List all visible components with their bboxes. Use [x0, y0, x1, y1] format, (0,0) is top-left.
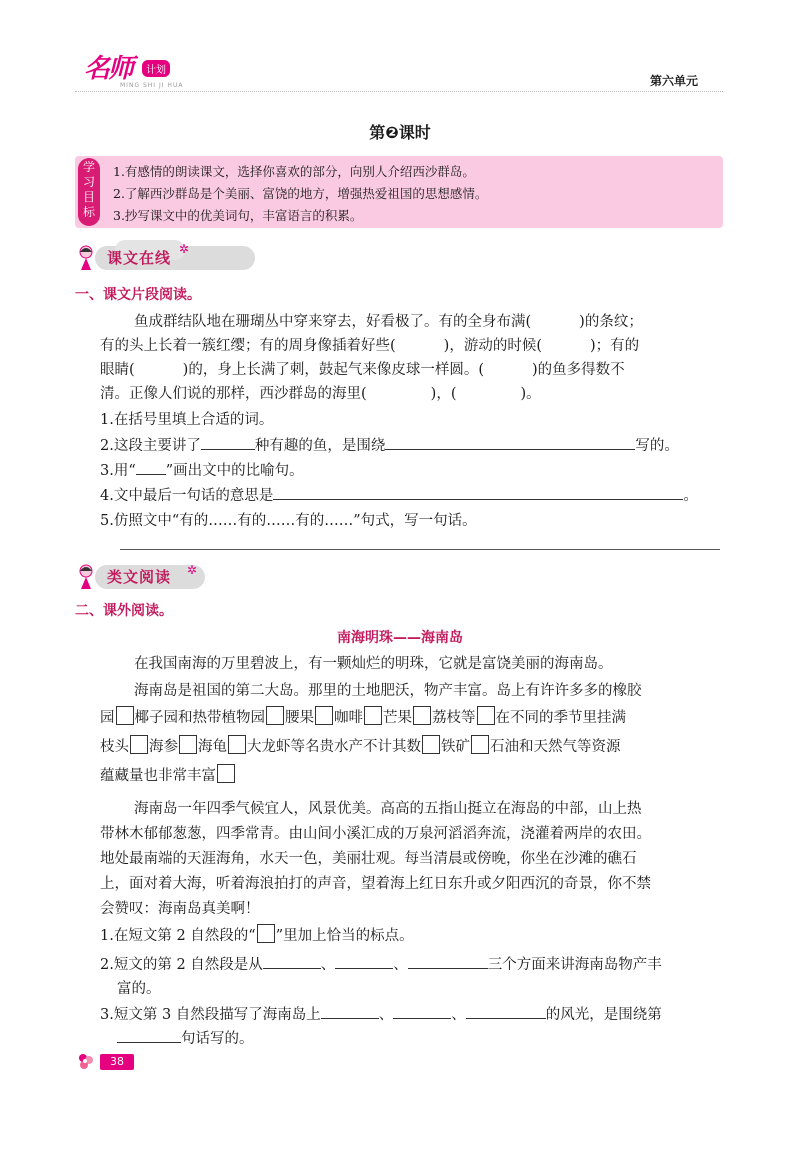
punctuation-box[interactable]: [413, 706, 431, 725]
answer-line[interactable]: [321, 1003, 379, 1019]
text: 海龟: [198, 739, 227, 755]
text: 、: [378, 1007, 394, 1023]
text: 有的头上长着一簇红缨；有的周身像插着好些(: [100, 338, 396, 354]
section-heading: 二、课外阅读。: [75, 603, 173, 619]
text: 荔枝等: [432, 710, 476, 726]
section-badge-similar-reading: [75, 563, 275, 591]
punctuation-box[interactable]: [266, 706, 284, 725]
answer-line[interactable]: [385, 434, 635, 450]
question-3: [100, 1003, 720, 1027]
star-icon: ✲: [187, 563, 198, 577]
text: 、: [451, 1007, 466, 1023]
answer-line[interactable]: [117, 1027, 181, 1043]
article-line: 会赞叹：海南岛真美啊！: [100, 901, 260, 917]
article-line: 带林木郁郁葱葱，四季常青。由山间小溪汇成的万泉河滔滔奔流，浇灌着两岸的农田。: [100, 826, 651, 842]
section-heading: 一、课文片段阅读。: [75, 287, 201, 303]
punctuation-box[interactable]: [116, 706, 134, 725]
text: 2.短文的第 2 自然段是从: [100, 957, 263, 973]
punctuation-box[interactable]: [257, 924, 275, 943]
question-2: [100, 434, 720, 458]
answer-line[interactable]: [136, 459, 166, 475]
text: )的鱼多得数不: [531, 362, 625, 378]
text: ”画出文中的比喻句。: [165, 463, 304, 479]
answer-line[interactable]: [273, 484, 683, 500]
question-4: [100, 484, 720, 508]
answer-line[interactable]: [120, 549, 720, 550]
text: 种有趣的鱼，是围绕: [254, 438, 386, 454]
article-title: 南海明珠——海南岛: [337, 630, 463, 646]
girl-icon: [75, 563, 97, 589]
text: 3.短文第 3 自然段描写了海南岛上: [100, 1007, 321, 1023]
punctuation-box[interactable]: [422, 735, 440, 754]
section-badge-label: 课文在线: [107, 249, 172, 267]
text: 石油和天然气等资源: [490, 739, 621, 755]
text: 鱼成群结队地在珊瑚丛中穿来穿去，好看极了。有的全身布满(: [134, 314, 532, 330]
text: 3.用“: [100, 463, 136, 479]
question-1: 1.在括号里填上合适的词。: [100, 412, 274, 428]
answer-line[interactable]: [263, 953, 321, 969]
lesson-title: 第❷课时: [369, 123, 431, 142]
text: 1.在短文第 2 自然段的“: [100, 928, 256, 944]
text: 咖啡: [334, 710, 363, 726]
answer-line[interactable]: [393, 1003, 451, 1019]
passage-line: [100, 334, 720, 358]
text: 2.这段主要讲了: [100, 438, 201, 454]
question-5: 5.仿照文中“有的……有的……有的……”句式，写一句话。: [100, 513, 477, 529]
girl-icon: [75, 244, 97, 270]
article-line: 海南岛是祖国的第二大岛。那里的土地肥沃，物产丰富。岛上有许许多多的橡胶: [134, 683, 642, 699]
article-line: [100, 706, 720, 730]
text: 、: [393, 957, 408, 973]
text: 4.文中最后一句话的意思是: [100, 488, 274, 504]
text: 椰子园和热带植物园: [134, 710, 265, 726]
passage-line: [100, 382, 720, 406]
answer-line[interactable]: [201, 434, 255, 450]
article-line: 海南岛一年四季气候宜人，风景优美。高高的五指山挺立在海岛的中部，山上热: [134, 801, 642, 817]
text: ”里加上恰当的标点。: [275, 928, 414, 944]
article-line: [100, 764, 720, 788]
text: 。: [683, 488, 698, 504]
article-line: 上，面对着大海，听着海浪拍打的声音，望着海上红日东升或夕阳西沉的奇景，你不禁: [100, 876, 651, 892]
text: 的风光，是围绕第: [545, 1007, 662, 1023]
question-3: [100, 459, 720, 483]
text: 蕴藏量也非常丰富: [100, 768, 216, 784]
flower-icon: [75, 1052, 99, 1072]
goal-item: 2.了解西沙群岛是个美丽、富饶的地方，增强热爱祖国的思想感情。: [113, 186, 488, 201]
article-line: [100, 735, 720, 759]
punctuation-box[interactable]: [477, 706, 495, 725]
text: 大龙虾等名贵水产不计其数: [247, 739, 421, 755]
question-2-cont: 富的。: [117, 981, 161, 997]
punctuation-box[interactable]: [130, 735, 148, 754]
passage-line: [100, 358, 720, 382]
punctuation-box[interactable]: [471, 735, 489, 754]
answer-line[interactable]: [335, 953, 393, 969]
question-3-cont: [117, 1027, 737, 1051]
logo-text: 名师: [84, 54, 133, 84]
text: )的，身上长满了刺，鼓起气来像皮球一样圆。(: [182, 362, 484, 378]
text: )，(: [430, 386, 457, 402]
text: )。: [520, 386, 541, 402]
goal-item: 3.抄写课文中的优美词句，丰富语言的积累。: [113, 208, 363, 223]
section-badge-label: 类文阅读: [107, 568, 172, 586]
text: 眼睛(: [100, 362, 135, 378]
punctuation-box[interactable]: [217, 764, 235, 783]
text: 铁矿: [441, 739, 470, 755]
text: 、: [320, 957, 336, 973]
text: 枝头: [100, 739, 129, 755]
star-icon: ✲: [179, 242, 190, 256]
answer-line[interactable]: [466, 1003, 546, 1019]
tab-char: 标: [82, 205, 95, 219]
text: 句话写的。: [181, 1031, 254, 1047]
text: 海参: [149, 739, 178, 755]
header-divider: [75, 91, 723, 92]
text: 在不同的季节里挂满: [495, 710, 626, 726]
logo-tag: 计划: [142, 60, 170, 77]
unit-title: 第六单元: [650, 74, 699, 88]
tab-char: 目: [82, 190, 95, 204]
text: 腰果: [285, 710, 314, 726]
section-badge-text-online: [75, 244, 275, 272]
question-1: [100, 924, 720, 948]
text: 写的。: [635, 438, 679, 454]
goal-item: 1.有感情的朗读课文，选择你喜欢的部分，向别人介绍西沙群岛。: [113, 164, 475, 179]
text: )，游动的时候(: [443, 338, 542, 354]
text: )；有的: [589, 338, 640, 354]
punctuation-box[interactable]: [228, 735, 246, 754]
learning-goals-tab: [78, 158, 100, 226]
text: 清。正像人们说的那样，西沙群岛的海里(: [100, 386, 367, 402]
question-2: [100, 953, 720, 977]
page-number: 38: [100, 1054, 134, 1070]
punctuation-box[interactable]: [364, 706, 382, 725]
article-line: 地处最南端的天涯海角，水天一色，美丽壮观。每当清晨或傍晚，你坐在沙滩的礁石: [100, 851, 637, 867]
punctuation-box[interactable]: [179, 735, 197, 754]
tab-char: 习: [82, 175, 95, 189]
text: )的条纹；: [579, 314, 643, 330]
answer-line[interactable]: [408, 953, 488, 969]
text: 芒果: [383, 710, 412, 726]
article-line: 在我国南海的万里碧波上，有一颗灿烂的明珠，它就是富饶美丽的海南岛。: [134, 656, 613, 672]
text: 园: [100, 710, 115, 726]
passage-line: [134, 310, 754, 334]
logo-pinyin: MING SHI JI HUA: [120, 82, 184, 89]
punctuation-box[interactable]: [315, 706, 333, 725]
tab-char: 学: [82, 160, 95, 174]
text: 三个方面来讲海南岛物产丰: [487, 957, 662, 973]
